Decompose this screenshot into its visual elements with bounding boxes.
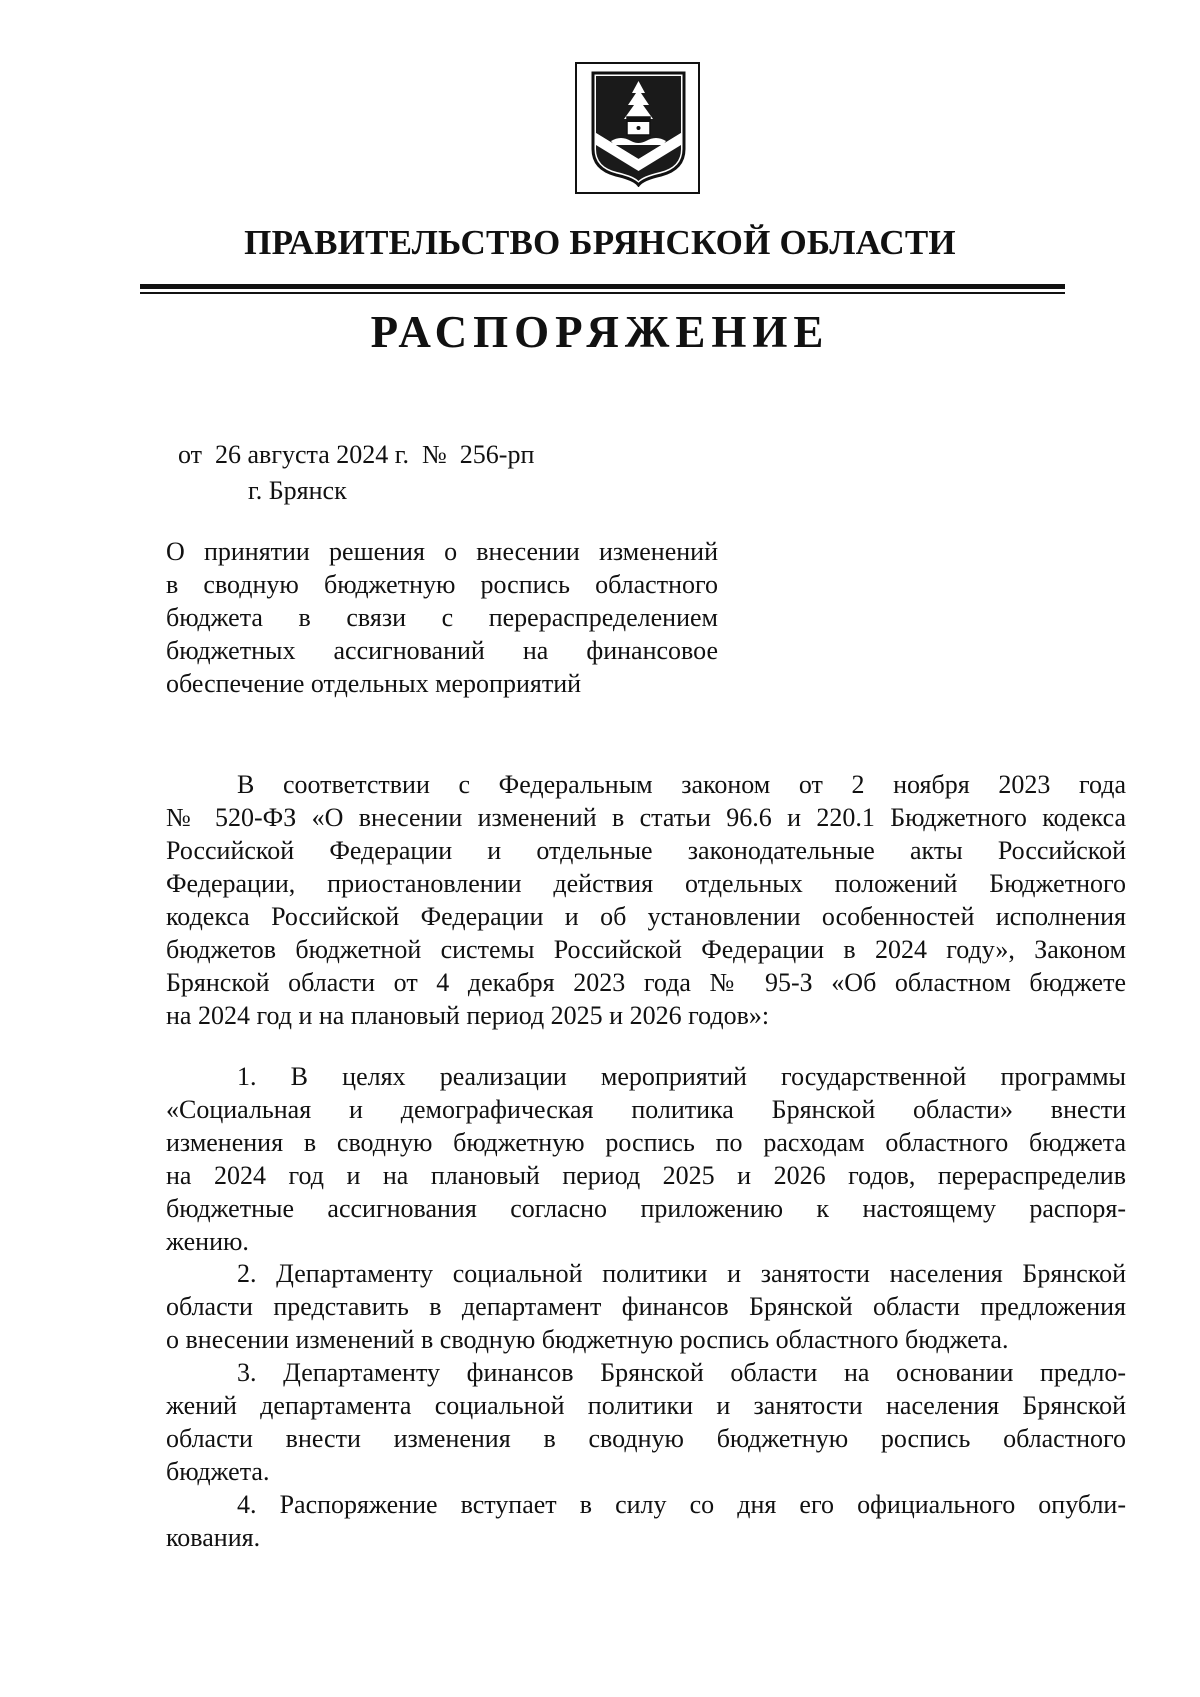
paragraph-line: жений департамента социальной политики и занятости населения Брянской xyxy=(166,1391,1126,1420)
subject-line: бюджетных ассигнований на финансовое xyxy=(166,636,718,665)
paragraph-line: Брянской области от 4 декабря 2023 года № 95-З «Об областном бюджете xyxy=(166,968,1126,997)
coat-of-arms-emblem xyxy=(575,62,700,194)
subject-line: бюджета в связи с перераспределением xyxy=(166,603,718,632)
document-subject xyxy=(166,535,718,700)
paragraph-line: 1. В целях реализации мероприятий государственной программы xyxy=(237,1062,1126,1091)
paragraph-line: № 520-ФЗ «О внесении изменений в статьи 96.6 и 220.1 Бюджетного кодекса xyxy=(166,803,1126,832)
paragraph-line: бюджетов бюджетной системы Российской Федерации в 2024 году», Законом xyxy=(166,935,1126,964)
paragraph-line: области внести изменения в сводную бюджетную роспись областного xyxy=(166,1424,1126,1453)
header-rule-thin xyxy=(140,292,1065,294)
paragraph-line: о внесении изменений в сводную бюджетную роспись областного бюджета. xyxy=(166,1325,1009,1354)
paragraph-line: на 2024 год и на плановый период 2025 и 2026 годов»: xyxy=(166,1001,770,1030)
paragraph-line: Российской Федерации и отдельные законодательные акты Российской xyxy=(166,836,1126,865)
paragraph-line: бюджета. xyxy=(166,1457,270,1486)
clause-2-paragraph xyxy=(166,1257,1126,1356)
subject-line: обеспечение отдельных мероприятий xyxy=(166,669,582,698)
subject-line: в сводную бюджетную роспись областного xyxy=(166,570,718,599)
paragraph-line: 2. Департаменту социальной политики и занятости населения Брянской xyxy=(237,1259,1126,1288)
document-city: г. Брянск xyxy=(248,476,347,505)
paragraph-line: на 2024 год и на плановый период 2025 и 2026 годов, перераспределив xyxy=(166,1161,1126,1190)
paragraph-line: В соответствии с Федеральным законом от 2 ноября 2023 года xyxy=(237,770,1126,799)
clause-3-paragraph xyxy=(166,1356,1126,1488)
preamble-paragraph xyxy=(166,768,1126,1032)
paragraph-line: 3. Департаменту финансов Брянской области на основании предло- xyxy=(237,1358,1126,1387)
paragraph-line: жению. xyxy=(166,1227,249,1256)
bryansk-coat-of-arms-icon xyxy=(591,71,686,187)
clause-4-paragraph xyxy=(166,1488,1126,1554)
paragraph-line: кования. xyxy=(166,1523,261,1552)
paragraph-line: кодекса Российской Федерации и об установлении особенностей исполнения xyxy=(166,902,1126,931)
document-date-number: от 26 августа 2024 г. № 256-рп xyxy=(178,440,535,469)
paragraph-line: изменения в сводную бюджетную роспись по расходам областного бюджета xyxy=(166,1128,1126,1157)
government-title: ПРАВИТЕЛЬСТВО БРЯНСКОЙ ОБЛАСТИ xyxy=(244,223,956,262)
subject-line: О принятии решения о внесении изменений xyxy=(166,537,718,566)
paragraph-line: 4. Распоряжение вступает в силу со дня его официального опубли- xyxy=(237,1490,1126,1519)
clause-1-paragraph xyxy=(166,1060,1126,1258)
header-rule-thick xyxy=(140,284,1065,289)
paragraph-line: области представить в департамент финансов Брянской области предложения xyxy=(166,1292,1126,1321)
paragraph-line: «Социальная и демографическая политика Брянской области» внести xyxy=(166,1095,1126,1124)
paragraph-line: бюджетные ассигнования согласно приложению к настоящему распоря- xyxy=(166,1194,1126,1223)
paragraph-line: Федерации, приостановлении действия отдельных положений Бюджетного xyxy=(166,869,1126,898)
document-type-title: РАСПОРЯЖЕНИЕ xyxy=(370,307,830,357)
